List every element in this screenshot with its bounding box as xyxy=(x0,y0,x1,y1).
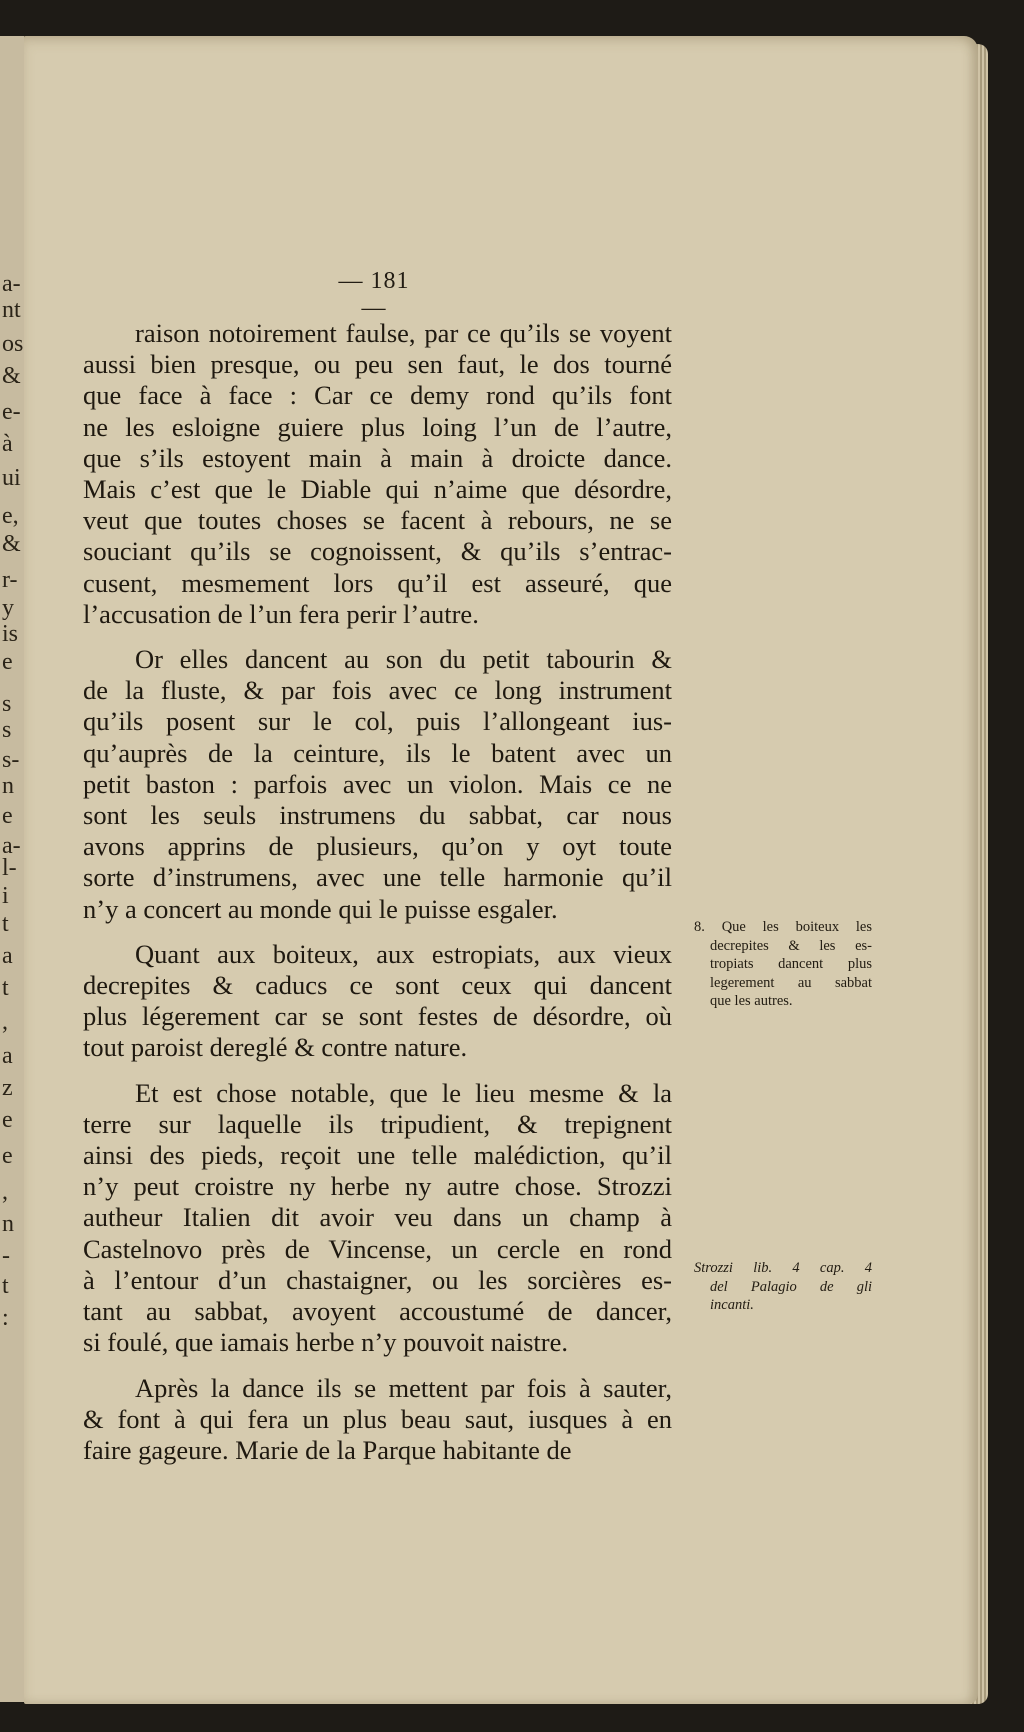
facing-page-fragment: t xyxy=(2,911,9,937)
text-line: autheur Italien dit avoir veu dans un champ à xyxy=(83,1202,672,1233)
facing-page-fragment: os xyxy=(2,331,24,357)
text-line: Quant aux boiteux, aux estropiats, aux vieux xyxy=(135,938,672,969)
text-line: veut que toutes choses se facent à rebours, ne se xyxy=(83,505,672,536)
text-line: cusent, mesmement lors qu’il est asseuré, que xyxy=(83,567,672,598)
text-line: n’y peut croistre ny herbe ny autre chose. Strozzi xyxy=(83,1171,672,1202)
marginal-note-strozzi xyxy=(694,1259,872,1315)
paragraph xyxy=(83,1078,672,1359)
text-line: tant au sabbat, avoyent accoustumé de dancer, xyxy=(83,1296,672,1327)
text-line: Castelnovo près de Vincense, un cercle en rond xyxy=(83,1233,672,1264)
paragraph xyxy=(83,644,672,925)
facing-page-fragment: t xyxy=(2,975,9,1001)
marginal-note-line: Strozzi lib. 4 cap. 4 xyxy=(694,1260,872,1276)
facing-page-fragment: t xyxy=(2,1273,9,1299)
marginal-note-line: legerement au sabbat xyxy=(710,974,872,991)
text-line: n’y a concert au monde qui le puisse esgaler. xyxy=(83,893,558,924)
text-line: Or elles dancent au son du petit tabourin & xyxy=(135,644,672,675)
text-line: aussi bien presque, ou peu sen faut, le dos tourné xyxy=(83,349,672,380)
facing-page-edge xyxy=(0,36,26,1702)
facing-page-fragment: i xyxy=(2,883,9,909)
text-line: raison notoirement faulse, par ce qu’ils se voyent xyxy=(135,318,672,348)
paragraph xyxy=(83,939,672,1064)
marginal-note-line: 8. Que les boiteux les xyxy=(694,919,872,935)
text-line: faire gageure. Marie de la Parque habitante de xyxy=(83,1434,572,1465)
paragraph xyxy=(83,1373,672,1467)
text-line: souciant qu’ils se cognoissent, & qu’ils s’entrac- xyxy=(83,536,672,567)
text-line: Après la dance ils se mettent par fois à sauter, xyxy=(135,1372,672,1403)
paragraph xyxy=(83,318,672,630)
text-line: l’accusation de l’un fera perir l’autre. xyxy=(83,598,479,629)
text-line: sont les seuls instrumens du sabbat, car nous xyxy=(83,800,672,831)
facing-page-fragment: ui xyxy=(2,465,21,491)
facing-page-fragment: e- xyxy=(2,399,21,425)
facing-page-fragment: e, xyxy=(2,503,19,529)
text-line: qu’auprès de la ceinture, ils le batent avec un xyxy=(83,737,672,768)
text-line: & font à qui fera un plus beau saut, iusques à en xyxy=(83,1403,672,1434)
text-line: tout paroist dereglé & contre nature. xyxy=(83,1032,468,1063)
facing-page-fragment: n xyxy=(2,1211,14,1237)
facing-page-fragment: nt xyxy=(2,297,21,323)
facing-page-fragment: , xyxy=(2,1179,8,1205)
marginal-note-line: que les autres. xyxy=(710,993,793,1009)
marginal-note-line: incanti. xyxy=(710,1297,754,1313)
marginal-note-line: del Palagio de gli xyxy=(710,1278,872,1295)
main-text-column xyxy=(83,318,672,1480)
facing-page-fragment: - xyxy=(2,1243,10,1269)
text-line: ainsi des pieds, reçoit une telle malédiction, qu’il xyxy=(83,1140,672,1171)
text-line: que face à face : Car ce demy rond qu’ils font xyxy=(83,380,672,411)
facing-page-fragment: s xyxy=(2,717,12,743)
text-line: sorte d’instrumens, avec une telle harmonie qu’il xyxy=(83,862,672,893)
facing-page-fragment: & xyxy=(2,363,21,389)
facing-page-fragment: a xyxy=(2,1043,13,1069)
text-line: si foulé, que iamais herbe n’y pouvoit naistre. xyxy=(83,1327,568,1358)
text-line: qu’ils posent sur le col, puis l’allongeant ius- xyxy=(83,706,672,737)
text-line: Et est chose notable, que le lieu mesme & la xyxy=(135,1077,672,1108)
facing-page-fragment: & xyxy=(2,531,21,557)
text-line: que s’ils estoyent main à main à droicte dance. xyxy=(83,442,672,473)
facing-page-fragment: a- xyxy=(2,271,21,297)
marginal-note-line: tropiats dancent plus xyxy=(710,956,872,972)
text-line: ne les esloigne guiere plus loing l’un de l’autre, xyxy=(83,411,672,442)
text-line: Mais c’est que le Diable qui n’aime que désordre, xyxy=(83,474,672,505)
text-line: terre sur laquelle ils tripudient, & trepignent xyxy=(83,1108,672,1139)
facing-page-fragment: , xyxy=(2,1009,8,1035)
facing-page-fragment: s xyxy=(2,691,12,717)
text-line: decrepites & caducs ce sont ceux qui dancent xyxy=(83,970,672,1001)
page-number: — 181 — xyxy=(338,268,410,321)
facing-page-fragment: is xyxy=(2,621,19,647)
facing-page-fragment: a- xyxy=(2,833,21,859)
facing-page-fragment: s- xyxy=(2,747,20,773)
facing-page-fragment: e xyxy=(2,649,13,675)
facing-page-fragment: r- xyxy=(2,567,18,593)
facing-page-fragment: a xyxy=(2,943,13,969)
facing-page-fragment: n xyxy=(2,773,14,799)
facing-page-fragment: e xyxy=(2,803,13,829)
marginal-note-line: decrepites & les es- xyxy=(710,937,872,954)
facing-page-fragment: y xyxy=(2,595,14,621)
text-line: de la fluste, & par fois avec ce long instrument xyxy=(83,675,672,706)
text-line: avons apprins de plusieurs, qu’on y oyt toute xyxy=(83,831,672,862)
facing-page-fragment: e xyxy=(2,1143,13,1169)
text-line: à l’entour d’un chastaigner, ou les sorcières es- xyxy=(83,1264,672,1295)
text-line: plus légerement car se sont festes de désordre, où xyxy=(83,1001,672,1032)
marginal-note-boiteux xyxy=(694,918,872,1011)
text-line: petit baston : parfois avec un violon. Mais ce ne xyxy=(83,768,672,799)
facing-page-fragment: l- xyxy=(2,855,17,881)
facing-page-fragment: e xyxy=(2,1107,13,1133)
facing-page-fragment: à xyxy=(2,431,13,457)
facing-page-fragment: z xyxy=(2,1075,13,1101)
facing-page-fragment: : xyxy=(2,1305,9,1331)
book-page xyxy=(24,36,978,1704)
